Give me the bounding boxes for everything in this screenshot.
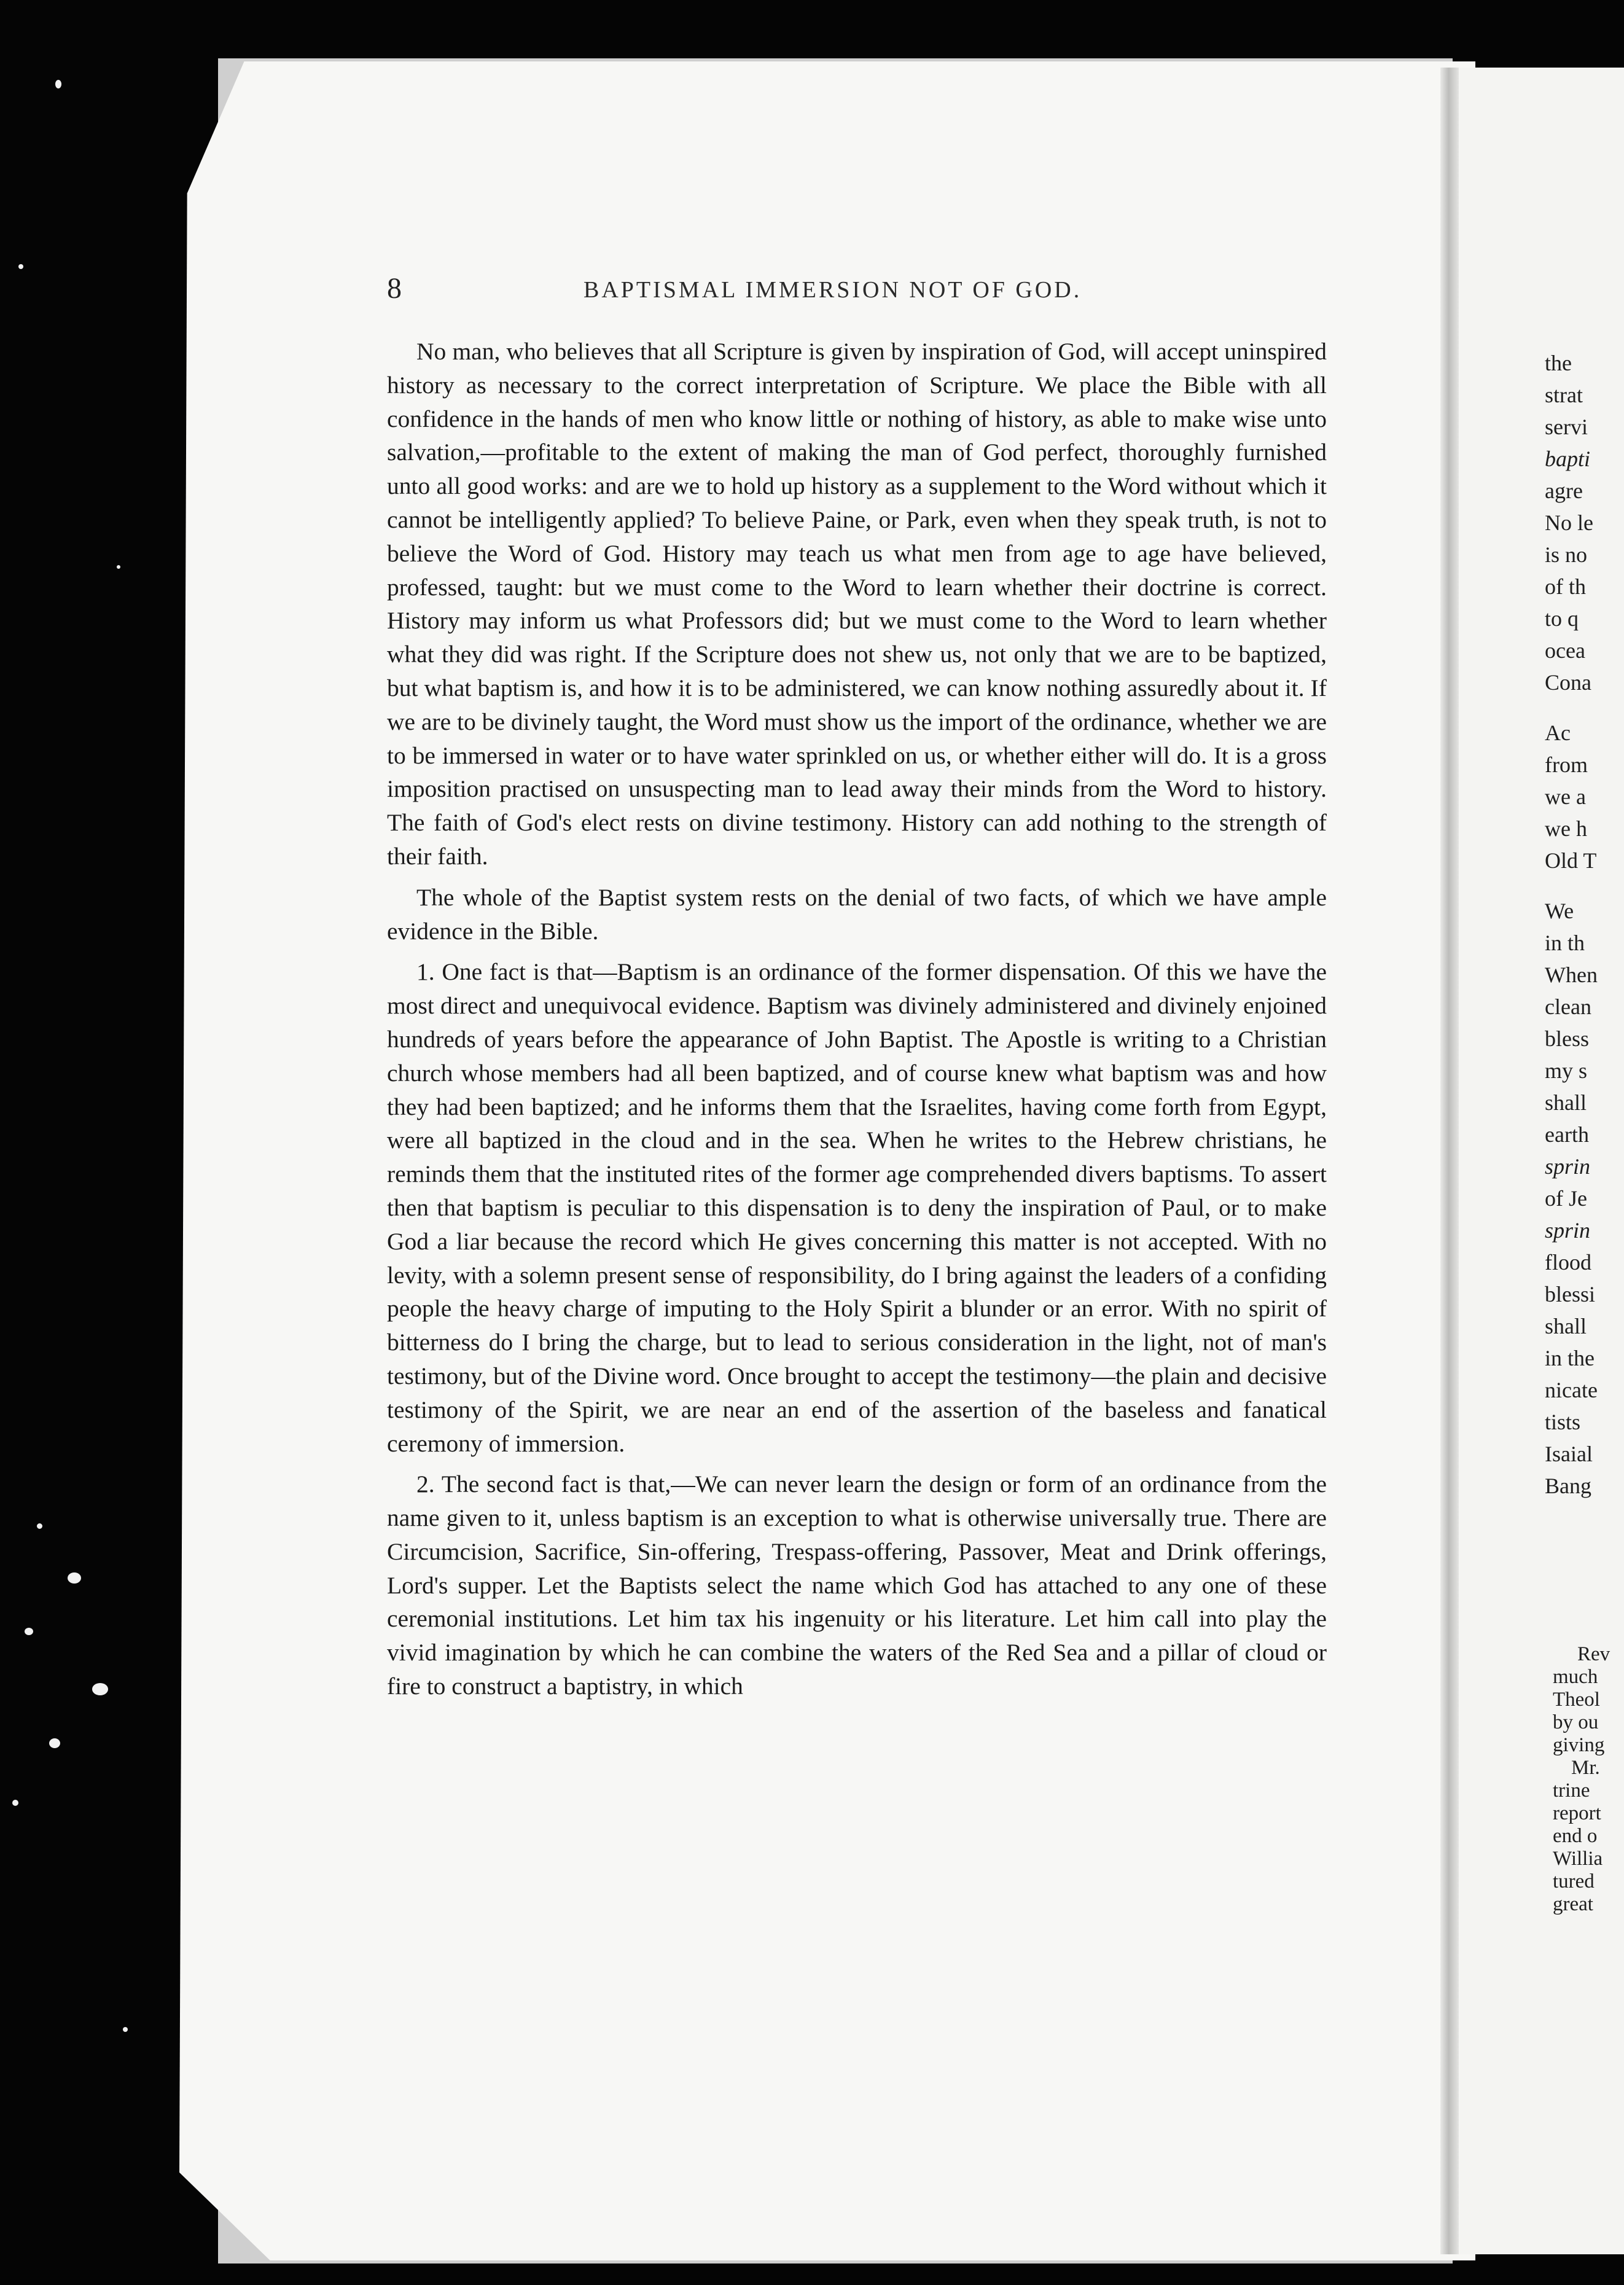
facing-line: sprin bbox=[1545, 1218, 1591, 1243]
facing-line: the bbox=[1545, 351, 1572, 375]
facing-line: Bang bbox=[1545, 1474, 1591, 1498]
dust-speck bbox=[92, 1683, 108, 1695]
facing-line: Mr. bbox=[1571, 1757, 1600, 1779]
paragraph-gap bbox=[1545, 877, 1624, 895]
dust-speck bbox=[117, 565, 120, 569]
facing-line: is no bbox=[1545, 542, 1588, 567]
facing-line: Cona bbox=[1545, 670, 1591, 695]
facing-line: end o bbox=[1553, 1825, 1598, 1847]
facing-line: we a bbox=[1545, 784, 1586, 809]
facing-line: Theol bbox=[1553, 1689, 1600, 1711]
facing-line: giving bbox=[1553, 1734, 1605, 1756]
dust-speck bbox=[12, 1800, 18, 1806]
facing-line: shall bbox=[1545, 1314, 1587, 1338]
facing-line: Isaial bbox=[1545, 1442, 1593, 1466]
facing-line: much bbox=[1553, 1666, 1598, 1688]
facing-line: servi bbox=[1545, 415, 1588, 439]
facing-line: Willia bbox=[1553, 1848, 1603, 1870]
facing-line: No le bbox=[1545, 510, 1593, 535]
facing-line: agre bbox=[1545, 478, 1583, 503]
facing-line: in the bbox=[1545, 1346, 1595, 1370]
facing-line: report bbox=[1553, 1802, 1601, 1824]
facing-line: we h bbox=[1545, 816, 1587, 841]
paragraph-fact-two: 2. The second fact is that,—We can never learn the design or form of an ordinance from the name given to it, unless baptism is an exception to what is otherwise universally true. There are Circumcision, Sacrifice, Sin-offering, Trespass-offering, Passover, Meat and Drink offerings, Lord's supper. Let the Baptists select the name which God has attached to any one of these ceremonial institutions. Let him tax his ingenuity or his literature. Let him call into play the vivid imagination by which he can combine the waters of the Red Sea and a pillar of cloud or fire to construct a baptistry, in which bbox=[387, 1471, 1327, 1700]
facing-line: great bbox=[1553, 1893, 1593, 1915]
book-gutter bbox=[1440, 68, 1459, 2254]
facing-line: Rev bbox=[1577, 1643, 1610, 1665]
facing-page-text-top bbox=[1545, 347, 1624, 1502]
dust-speck bbox=[18, 264, 23, 269]
facing-line: my s bbox=[1545, 1058, 1588, 1083]
facing-line: Ac bbox=[1545, 721, 1571, 745]
dust-speck bbox=[49, 1738, 60, 1748]
facing-line: flood bbox=[1545, 1250, 1591, 1275]
paragraph-fact-one: 1. One fact is that—Baptism is an ordinance of the former dispensation. Of this we have the most direct and unequivocal evidence. Baptism was divinely administered and divinely enjoined hundreds of years before the appearance of John Baptist. The Apostle is writing to a Christian church whose members had all been baptized, and of course knew what baptism was and how they had been baptized; and he informs them that the Israelites, having come forth from Egypt, were all baptized in the cloud and in the sea. When he writes to the Hebrew christians, he reminds them that the instituted rites of the former age comprehended divers baptisms. To assert then that baptism is peculiar to this dispensation is to deny the inspiration of Paul, or to make God a liar because the record which He gives concerning this matter is not accepted. With no levity, with a solemn present sense of responsibility, do I bring against the leaders of a confiding people the heavy charge of imputing to the Holy Spirit a blunder or an error. With no spirit of bitterness do I bring the charge, but to lead to serious consideration in the light, not of man's testimony, but of the Divine word. Once brought to accept the testimony—the plain and decisive testimony of the Spirit, we are near an end of the assertion of the baseless and fanatical ceremony of immersion. bbox=[387, 958, 1327, 1457]
paragraph-history: No man, who believes that all Scripture is given by inspiration of God, will accept uninspired history as necessary to the correct interpretation of Scripture. We place the Bible with all confidence in the hands of men who know little or nothing of history, as able to make wise unto salvation,—profitable to the extent of making the man of God perfect, thoroughly furnished unto all good works: and are we to hold up history as a supplement to the Word without which it cannot be intelligently applied? To believe Paine, or Park, even when they speak truth, is not to believe the Word of God. History may teach us what men from age to age have believed, professed, taught: but we must come to the Word to learn whether their doctrine is correct. History may inform us what Professors did; but we must come to the Word to learn whether what they did was right. If the Scripture does not shew us, not only that we are to be baptized, but what baptism is, and how it is to be administered, we can know nothing assuredly about it. If we are to be divinely taught, the Word must show us the import of the ordinance, whether we are to be immersed in water or to have water sprinkled on us, or whether either will do. It is a gross imposition practised on unsuspecting man to lead away their minds from the Word to history. The faith of God's elect rests on divine testimony. History can add nothing to the strength of their faith. bbox=[387, 338, 1327, 870]
facing-line: by ou bbox=[1553, 1711, 1599, 1733]
running-head: BAPTISMAL IMMERSION NOT OF GOD. bbox=[584, 277, 1082, 303]
facing-line: blessi bbox=[1545, 1282, 1596, 1307]
facing-line: to q bbox=[1545, 606, 1579, 631]
main-text-column bbox=[387, 335, 1327, 1711]
facing-line: from bbox=[1545, 752, 1588, 777]
dust-speck bbox=[55, 80, 61, 88]
facing-line: bapti bbox=[1545, 447, 1591, 471]
facing-line: earth bbox=[1545, 1122, 1589, 1147]
facing-line: sprin bbox=[1545, 1154, 1591, 1179]
facing-line: shall bbox=[1545, 1090, 1587, 1115]
facing-line: bless bbox=[1545, 1026, 1589, 1051]
facing-line: ocea bbox=[1545, 638, 1585, 663]
dust-speck bbox=[123, 2027, 128, 2032]
facing-line: tists bbox=[1545, 1410, 1581, 1434]
facing-line: in th bbox=[1545, 931, 1585, 955]
facing-page-text-bottom bbox=[1553, 1643, 1624, 1916]
facing-line: of th bbox=[1545, 574, 1586, 599]
dust-speck bbox=[68, 1572, 81, 1584]
paragraph-two-facts: The whole of the Baptist system rests on the denial of two facts, of which we have ample evidence in the Bible. bbox=[387, 883, 1327, 945]
page-header bbox=[387, 271, 1321, 314]
page-number: 8 bbox=[387, 272, 402, 305]
facing-line: nicate bbox=[1545, 1378, 1598, 1402]
facing-line: When bbox=[1545, 963, 1598, 987]
paragraph-gap bbox=[1545, 698, 1624, 717]
facing-line: tured bbox=[1553, 1870, 1595, 1892]
facing-line: strat bbox=[1545, 383, 1583, 407]
dust-speck bbox=[37, 1523, 42, 1529]
facing-line: clean bbox=[1545, 994, 1591, 1019]
dust-speck bbox=[25, 1628, 33, 1635]
facing-line: trine bbox=[1553, 1779, 1590, 1802]
facing-line: Old T bbox=[1545, 848, 1597, 873]
facing-line: We bbox=[1545, 899, 1574, 923]
facing-line: of Je bbox=[1545, 1186, 1587, 1211]
